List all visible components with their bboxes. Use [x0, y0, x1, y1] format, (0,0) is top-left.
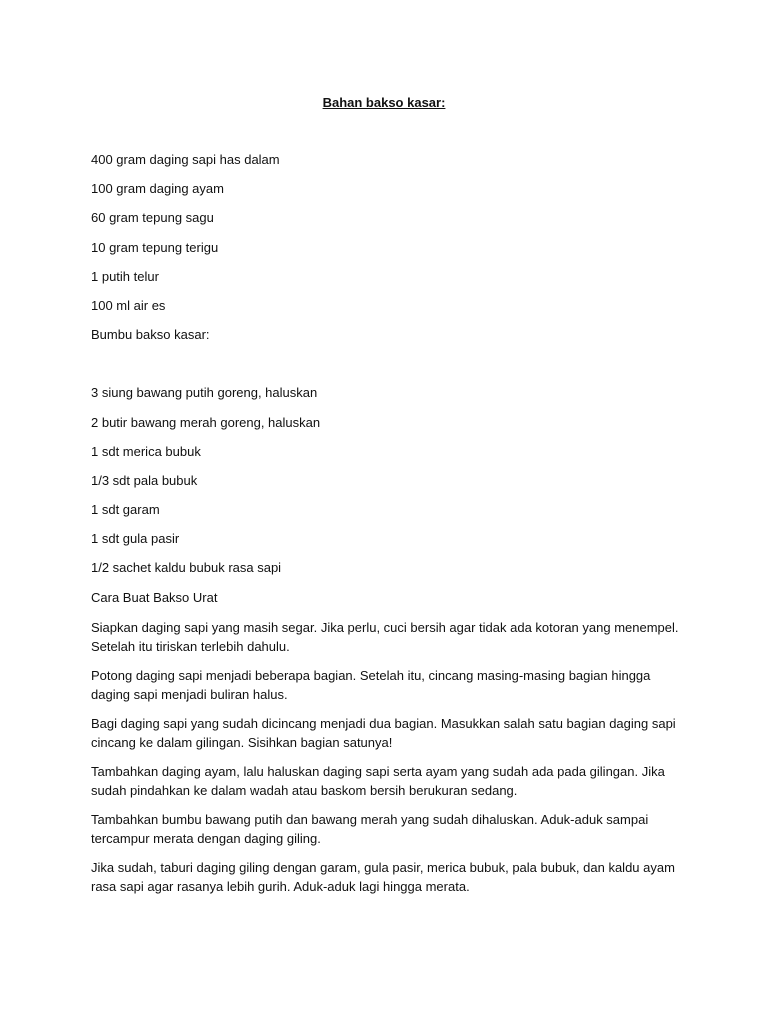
seasoning-item: 1/2 sachet kaldu bubuk rasa sapi	[91, 560, 282, 576]
seasoning-item: 1 sdt gula pasir	[91, 531, 180, 547]
seasoning-item: 2 butir bawang merah goreng, haluskan	[91, 414, 321, 430]
method-step: Bagi daging sapi yang sudah dicincang menjadi dua bagian. Masukkan salah satu bagian daging sapi cincang ke dalam gilingan. Sisihkan bagian satunya!	[91, 715, 676, 750]
method-step: Tambahkan bumbu bawang putih dan bawang merah yang sudah dihaluskan. Aduk-aduk sampai tercampur merata dengan daging giling.	[91, 811, 649, 846]
seasoning-item: 1/3 sdt pala bubuk	[91, 472, 198, 488]
blank-line	[91, 355, 681, 384]
ingredient-item: 1 putih telur	[91, 268, 159, 284]
method-step: Jika sudah, taburi daging giling dengan garam, gula pasir, merica bubuk, pala bubuk, dan kaldu ayam rasa sapi agar rasanya lebih gurih. Aduk-aduk lagi hingga merata.	[91, 859, 675, 894]
method-step: Potong daging sapi menjadi beberapa bagian. Setelah itu, cincang masing-masing bagian hingga daging sapi menjadi buliran halus.	[91, 667, 651, 702]
ingredient-item: 400 gram daging sapi has dalam	[91, 152, 280, 167]
ingredient-item: 100 gram daging ayam	[91, 181, 224, 197]
ingredient-item: 100 ml air es	[91, 297, 166, 313]
ingredient-item: 10 gram tepung terigu	[91, 239, 219, 255]
method-heading: Cara Buat Bakso Urat	[91, 589, 218, 605]
seasoning-item: 3 siung bawang putih goreng, haluskan	[91, 385, 318, 401]
seasoning-item: 1 sdt merica bubuk	[91, 443, 201, 459]
seasoning-heading: Bumbu bakso kasar:	[91, 327, 210, 343]
seasoning-item: 1 sdt garam	[91, 502, 160, 518]
ingredient-item: 60 gram tepung sagu	[91, 210, 214, 226]
method-step: Siapkan daging sapi yang masih segar. Jika perlu, cuci bersih agar tidak ada kotoran yang menempel. Setelah itu tiriskan terlebih dahulu.	[91, 619, 679, 654]
document-title: Bahan bakso kasar:	[322, 95, 446, 110]
document-body	[91, 151, 681, 906]
method-step: Tambahkan daging ayam, lalu haluskan daging sapi serta ayam yang sudah ada pada gilingan. Jika sudah pindahkan ke dalam wadah atau baskom bersih berukuran sedang.	[91, 763, 665, 798]
